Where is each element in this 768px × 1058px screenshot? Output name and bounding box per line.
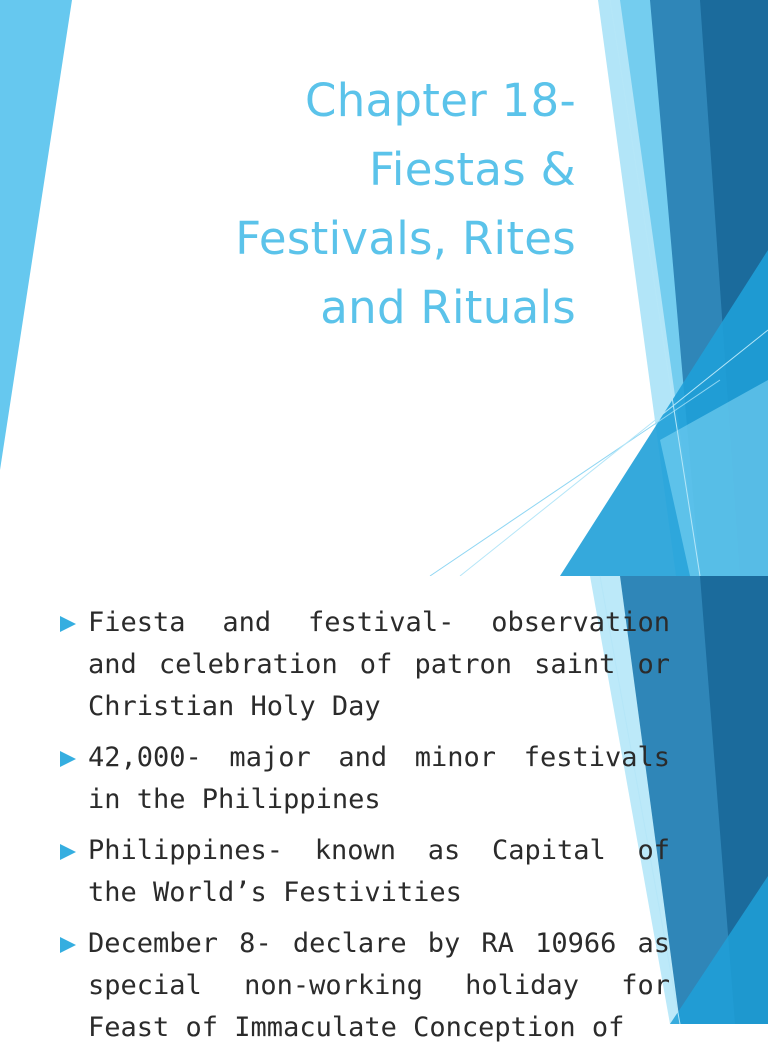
slide-title	[56, 66, 576, 342]
bullet-arrow-icon	[60, 937, 76, 953]
title-line: and Rituals	[320, 281, 576, 334]
bullet-list	[58, 602, 670, 1058]
bullet-text: 42,000- major and minor festivals in the Philippines	[88, 742, 670, 815]
bullet-arrow-icon	[60, 616, 76, 632]
bullet-item	[58, 602, 670, 728]
bullet-item	[58, 737, 670, 821]
content-slide	[0, 576, 768, 1043]
bullet-text: Fiesta and festival- observation and celebration of patron saint or Christian Holy Day	[88, 607, 670, 722]
title-line: Fiestas &	[368, 143, 576, 196]
bullet-item	[58, 923, 670, 1049]
bullet-text: December 8- declare by RA 10966 as special non-working holiday for Feast of Immaculate Conception of	[88, 928, 670, 1043]
title-line: Festivals, Rites	[235, 212, 576, 265]
bullet-item	[58, 830, 670, 914]
title-line: Chapter 18-	[304, 74, 576, 127]
bullet-text: Philippines- known as Capital of the World’s Festivities	[88, 835, 670, 908]
bullet-arrow-icon	[60, 844, 76, 860]
bullet-arrow-icon	[60, 751, 76, 767]
